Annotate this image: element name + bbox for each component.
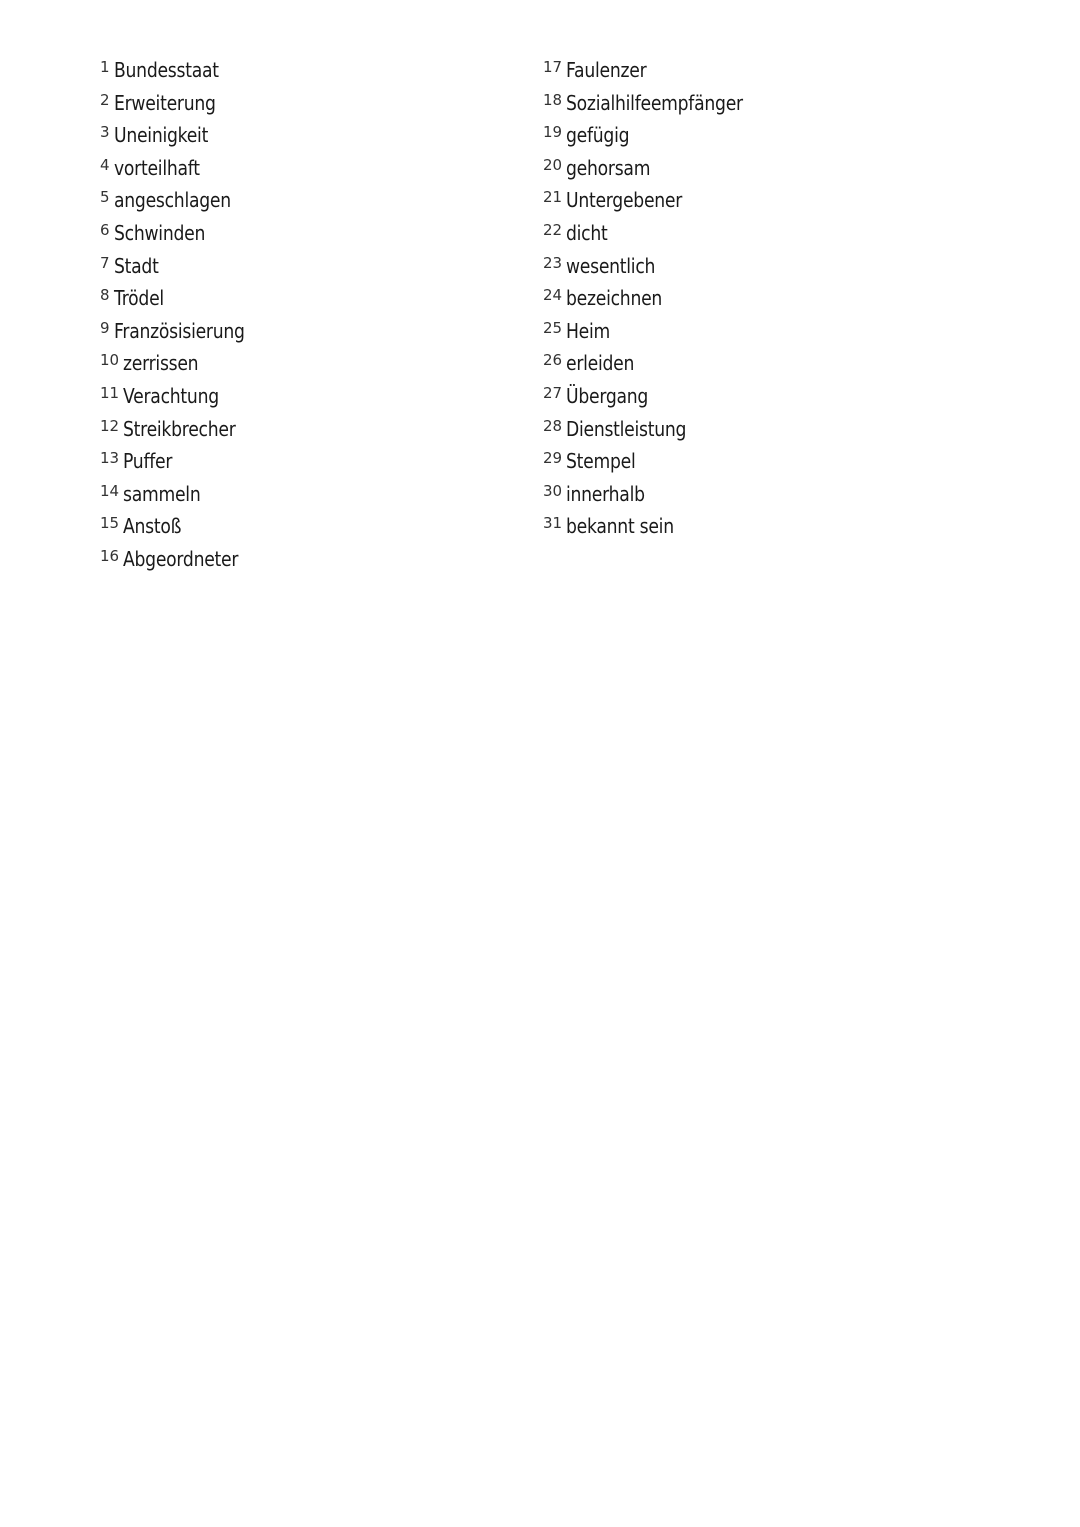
entry-number: 27 <box>543 383 563 402</box>
vocab-entry <box>100 87 266 120</box>
entry-number: 15 <box>100 514 120 533</box>
entry-word: vorteilhaft <box>113 155 200 180</box>
entry-number: 3 <box>100 123 110 142</box>
entry-word: gehorsam <box>566 155 651 180</box>
vocab-entry <box>100 478 266 511</box>
vocab-entry <box>543 380 772 413</box>
entry-word: bezeichnen <box>566 286 663 311</box>
vocab-entry <box>543 184 772 217</box>
entry-word: Stempel <box>566 449 636 474</box>
vocab-entry <box>543 119 772 152</box>
vocab-entry <box>543 54 772 87</box>
vocab-entry <box>100 543 266 576</box>
entry-number: 20 <box>543 155 563 174</box>
entry-number: 29 <box>543 449 563 468</box>
vocab-entry <box>100 250 266 283</box>
vocab-entry <box>100 315 266 348</box>
vocabulary-list-right <box>543 54 772 543</box>
entry-number: 10 <box>100 351 120 370</box>
vocab-entry <box>100 510 266 543</box>
vocab-entry <box>543 445 772 478</box>
entry-number: 25 <box>543 318 563 337</box>
entry-number: 18 <box>543 90 563 109</box>
entry-word: Dienstleistung <box>566 416 687 441</box>
vocab-entry <box>100 184 266 217</box>
vocab-entry <box>543 478 772 511</box>
entry-number: 22 <box>543 220 563 239</box>
vocab-entry <box>100 54 266 87</box>
entry-number: 19 <box>543 123 563 142</box>
entry-number: 30 <box>543 481 563 500</box>
entry-word: Anstoß <box>123 514 182 539</box>
vocab-entry <box>543 510 772 543</box>
entry-word: wesentlich <box>566 253 656 278</box>
vocab-entry <box>100 347 266 380</box>
entry-number: 17 <box>543 58 563 76</box>
vocab-entry <box>543 282 772 315</box>
entry-word: Sozialhilfeempfänger <box>566 90 743 115</box>
entry-word: Bundesstaat <box>113 58 219 82</box>
vocab-entry <box>543 315 772 348</box>
entry-word: Faulenzer <box>566 58 647 82</box>
entry-word: Französisierung <box>113 318 245 343</box>
vocab-entry <box>100 445 266 478</box>
vocab-entry <box>100 282 266 315</box>
entry-word: Schwinden <box>113 220 205 245</box>
vocab-entry <box>543 87 772 120</box>
vocab-entry <box>100 217 266 250</box>
vocab-entry <box>543 413 772 446</box>
entry-number: 1 <box>100 58 110 76</box>
entry-word: dicht <box>566 220 608 245</box>
entry-word: Trödel <box>113 286 164 311</box>
entry-word: sammeln <box>123 481 201 506</box>
entry-number: 23 <box>543 253 563 272</box>
entry-word: Streikbrecher <box>123 416 236 441</box>
vocab-entry <box>100 119 266 152</box>
entry-word: Übergang <box>566 383 649 408</box>
entry-number: 8 <box>100 286 110 305</box>
vocab-entry <box>100 413 266 446</box>
vocab-entry <box>100 380 266 413</box>
vocab-entry <box>543 152 772 185</box>
entry-number: 14 <box>100 481 120 500</box>
vocab-entry <box>100 152 266 185</box>
entry-word: Untergebener <box>566 188 683 213</box>
vocab-entry <box>543 250 772 283</box>
entry-number: 11 <box>100 383 120 402</box>
entry-word: Heim <box>566 318 611 343</box>
entry-word: Verachtung <box>123 383 219 408</box>
vocab-entry <box>543 217 772 250</box>
entry-number: 2 <box>100 90 110 109</box>
entry-number: 5 <box>100 188 110 207</box>
entry-word: Abgeordneter <box>123 546 239 571</box>
entry-word: gefügig <box>566 123 630 148</box>
entry-number: 24 <box>543 286 563 305</box>
entry-number: 12 <box>100 416 120 435</box>
entry-word: erleiden <box>566 351 635 376</box>
entry-number: 9 <box>100 318 110 337</box>
entry-number: 4 <box>100 155 110 174</box>
entry-number: 7 <box>100 253 110 272</box>
entry-word: Puffer <box>123 449 173 474</box>
entry-word: zerrissen <box>123 351 199 376</box>
entry-number: 13 <box>100 449 120 468</box>
vocab-entry <box>543 347 772 380</box>
entry-number: 16 <box>100 546 120 565</box>
entry-word: Erweiterung <box>113 90 216 115</box>
vocabulary-list-left <box>100 54 266 576</box>
entry-number: 31 <box>543 514 563 533</box>
entry-word: Uneinigkeit <box>113 123 208 148</box>
entry-word: angeschlagen <box>113 188 231 213</box>
entry-number: 21 <box>543 188 563 207</box>
entry-word: bekannt sein <box>566 514 674 539</box>
entry-word: innerhalb <box>566 481 645 506</box>
entry-number: 6 <box>100 220 110 239</box>
entry-number: 26 <box>543 351 563 370</box>
entry-number: 28 <box>543 416 563 435</box>
entry-word: Stadt <box>113 253 159 278</box>
